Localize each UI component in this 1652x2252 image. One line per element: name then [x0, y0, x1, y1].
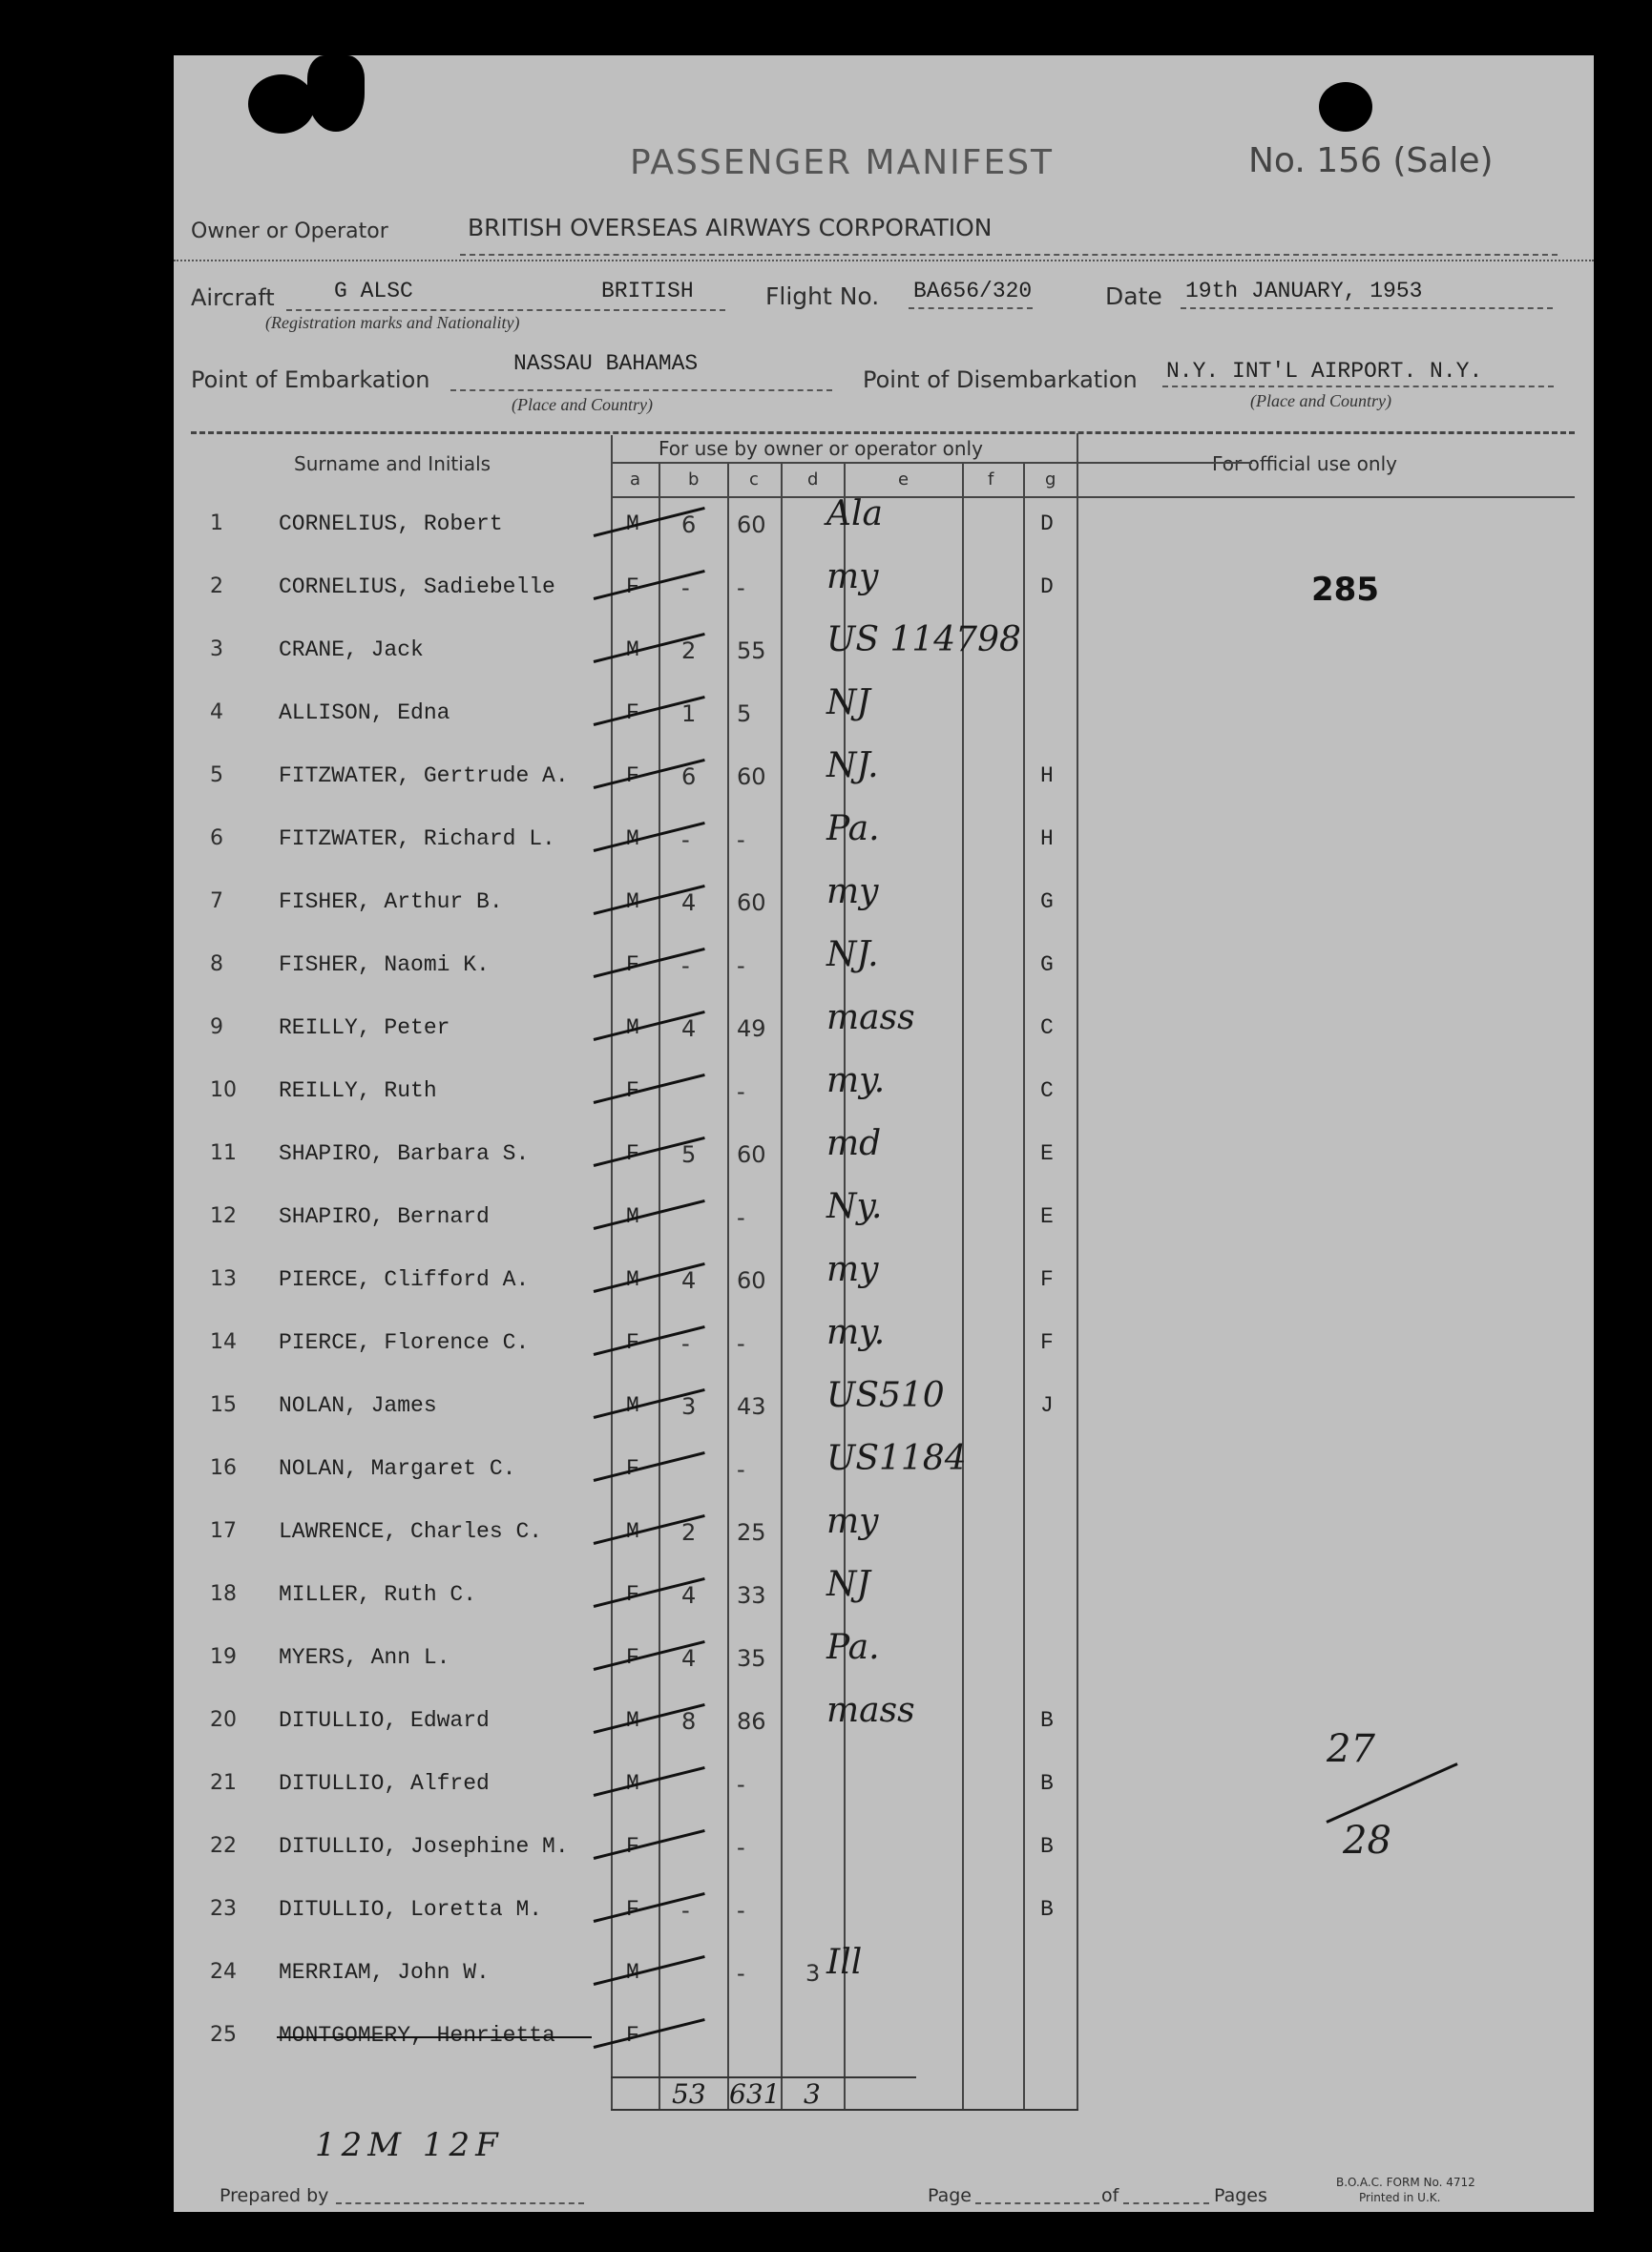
row-number: 11	[210, 1141, 237, 1165]
aircraft-nationality: BRITISH	[601, 279, 694, 303]
state-handwritten: my	[826, 1250, 879, 1289]
column-a-value: F	[626, 1582, 639, 1607]
column-letter-d: d	[807, 469, 819, 490]
row-number: 3	[210, 637, 223, 661]
column-g-value: G	[1040, 889, 1054, 914]
column-g-value: B	[1040, 1897, 1054, 1922]
column-c-value: -	[737, 1078, 745, 1105]
column-b-value: -	[681, 1897, 690, 1924]
passenger-row	[174, 746, 1594, 819]
aircraft-note: (Registration marks and Nationality)	[265, 313, 520, 332]
column-letter-c: c	[749, 469, 759, 490]
column-c-value: 60	[737, 1141, 766, 1168]
passenger-name: PIERCE, Florence C.	[279, 1330, 530, 1355]
column-c-value: -	[737, 1834, 745, 1861]
passenger-name: CORNELIUS, Robert	[279, 511, 503, 536]
state-handwritten: Ill	[826, 1943, 863, 1982]
state-handwritten: my.	[826, 1313, 886, 1352]
column-letter-b: b	[688, 469, 700, 490]
row-number: 1	[210, 511, 223, 535]
passenger-name: DITULLIO, Alfred	[279, 1771, 490, 1796]
column-a-value: F	[626, 700, 639, 725]
column-g-value: D	[1040, 511, 1054, 536]
passenger-name: SHAPIRO, Bernard	[279, 1204, 490, 1229]
state-handwritten: NJ.	[826, 935, 879, 974]
passenger-row	[174, 1691, 1594, 1763]
column-c-value: 60	[737, 763, 766, 790]
column-c-value: -	[737, 574, 745, 601]
column-b-value: 4	[681, 1015, 697, 1042]
column-g-value: C	[1040, 1078, 1054, 1103]
row-number: 20	[210, 1708, 237, 1732]
column-a-value: F	[626, 952, 639, 977]
column-g-value: E	[1040, 1141, 1054, 1166]
row-number: 21	[210, 1771, 237, 1795]
row-number: 17	[210, 1519, 237, 1543]
column-c-value: 33	[737, 1582, 766, 1609]
column-b-value: 5	[681, 1141, 697, 1168]
passenger-name: SHAPIRO, Barbara S.	[279, 1141, 530, 1166]
row-number: 15	[210, 1393, 237, 1417]
row-number: 9	[210, 1015, 223, 1039]
state-handwritten: my	[826, 1502, 879, 1541]
passenger-name: DITULLIO, Josephine M.	[279, 1834, 569, 1859]
column-c-value: -	[737, 1456, 745, 1483]
column-a-value: M	[626, 1204, 639, 1229]
official-use-header: For official use only	[1212, 452, 1397, 475]
column-b-value: 6	[681, 511, 697, 538]
column-a-value: M	[626, 889, 639, 914]
passenger-name: DITULLIO, Loretta M.	[279, 1897, 543, 1922]
row-number: 24	[210, 1960, 237, 1984]
column-g-value: B	[1040, 1708, 1054, 1733]
ink-blot	[307, 55, 365, 132]
column-c-value: 35	[737, 1645, 766, 1672]
column-b-value: -	[681, 1330, 690, 1357]
state-handwritten: US 114798	[826, 620, 1021, 659]
form-printed: Printed in U.K.	[1359, 2191, 1441, 2204]
column-a-value: M	[626, 1015, 639, 1040]
passenger-name: FISHER, Naomi K.	[279, 952, 490, 977]
passenger-name: NOLAN, James	[279, 1393, 437, 1418]
passenger-name: CRANE, Jack	[279, 637, 424, 662]
state-handwritten: md	[826, 1124, 882, 1163]
column-a-value: F	[626, 1897, 639, 1922]
row-number: 10	[210, 1078, 237, 1102]
stamp-number: 285	[1311, 571, 1379, 609]
column-g-value: B	[1040, 1834, 1054, 1859]
punch-hole-left	[248, 74, 315, 134]
passenger-name: FITZWATER, Richard L.	[279, 826, 555, 851]
passenger-row	[174, 1187, 1594, 1260]
passenger-row	[174, 683, 1594, 756]
strike-mark	[594, 1199, 705, 1230]
name-strike	[277, 2036, 592, 2038]
row-number: 7	[210, 889, 223, 913]
column-letter-f: f	[988, 469, 994, 490]
column-c-value: 5	[737, 700, 752, 727]
strike-mark	[594, 1074, 705, 1104]
column-a-value: F	[626, 1456, 639, 1481]
state-handwritten: my	[826, 557, 879, 596]
total-d: 3	[804, 2078, 821, 2110]
column-g-value: H	[1040, 763, 1054, 788]
row-number: 18	[210, 1582, 237, 1606]
strike-mark	[594, 1955, 705, 1986]
passenger-name: REILLY, Ruth	[279, 1078, 437, 1103]
embarkation-label: Point of Embarkation	[191, 366, 430, 393]
flight-label: Flight No.	[765, 282, 880, 310]
column-a-value: M	[626, 511, 639, 536]
punch-hole-right	[1319, 82, 1372, 132]
passenger-name: REILLY, Peter	[279, 1015, 450, 1040]
column-a-value: F	[626, 2023, 639, 2048]
flight-value: BA656/320	[913, 279, 1033, 303]
column-c-value: -	[737, 1204, 745, 1231]
passenger-row	[174, 872, 1594, 945]
column-a-value: M	[626, 1393, 639, 1418]
pages-label: Pages	[1214, 2185, 1267, 2206]
total-c: 631	[729, 2078, 781, 2110]
column-a-value: F	[626, 574, 639, 599]
fraction-bottom: 28	[1343, 1819, 1391, 1863]
state-handwritten: US510	[826, 1376, 945, 1415]
passenger-name: MONTGOMERY, Henrietta	[279, 2023, 555, 2048]
row-number: 4	[210, 700, 223, 724]
passenger-row	[174, 1439, 1594, 1512]
column-a-value: F	[626, 1834, 639, 1859]
manifest-title: PASSENGER MANIFEST	[630, 143, 1055, 182]
state-handwritten: NJ	[826, 1565, 870, 1604]
column-a-value: M	[626, 1960, 639, 1985]
fraction-top: 27	[1327, 1727, 1375, 1771]
passenger-row	[174, 1943, 1594, 2015]
prepared-by-label: Prepared by	[220, 2185, 329, 2206]
operator-columns-header: For use by owner or operator only	[659, 437, 983, 460]
passenger-name: FISHER, Arthur B.	[279, 889, 503, 914]
column-c-value: -	[737, 1897, 745, 1924]
strike-mark	[594, 2018, 705, 2049]
column-letter-g: g	[1045, 469, 1056, 490]
column-c-value: 60	[737, 889, 766, 916]
column-c-value: 86	[737, 1708, 766, 1735]
column-g-value: H	[1040, 826, 1054, 851]
manifest-page	[174, 55, 1594, 2212]
column-b-value: 2	[681, 637, 697, 664]
disembarkation-value: N.Y. INT'L AIRPORT. N.Y.	[1166, 359, 1483, 384]
state-handwritten: Pa.	[826, 809, 880, 848]
passenger-name: CORNELIUS, Sadiebelle	[279, 574, 555, 599]
column-g-value: B	[1040, 1771, 1054, 1796]
state-handwritten: my	[826, 872, 879, 911]
passenger-row	[174, 1763, 1594, 1826]
embarkation-note: (Place and Country)	[512, 395, 653, 414]
strike-mark	[594, 1829, 705, 1860]
column-a-value: F	[626, 1141, 639, 1166]
total-b: 53	[672, 2078, 706, 2110]
passenger-row	[174, 1124, 1594, 1197]
column-c-value: 60	[737, 511, 766, 538]
column-a-value: F	[626, 1645, 639, 1670]
disembarkation-note: (Place and Country)	[1250, 391, 1391, 410]
passenger-name: LAWRENCE, Charles C.	[279, 1519, 543, 1544]
column-letter-e: e	[898, 469, 910, 490]
column-g-value: E	[1040, 1204, 1054, 1229]
state-handwritten: Ny.	[826, 1187, 883, 1226]
strike-mark	[594, 1451, 705, 1482]
state-handwritten: US1184	[826, 1439, 967, 1478]
column-c-value: 25	[737, 1519, 766, 1546]
column-c-value: -	[737, 1771, 745, 1798]
aircraft-label: Aircraft	[191, 284, 275, 311]
state-handwritten: NJ.	[826, 746, 879, 785]
bottom-tally: 12M 12F	[315, 2126, 504, 2164]
column-a-value: F	[626, 1078, 639, 1103]
row-number: 5	[210, 763, 223, 787]
column-g-value: J	[1040, 1393, 1054, 1418]
column-g-value: C	[1040, 1015, 1054, 1040]
column-b-value: 3	[681, 1393, 697, 1420]
row-number: 19	[210, 1645, 237, 1669]
passenger-row	[174, 1889, 1594, 1952]
column-a-value: M	[626, 826, 639, 851]
column-b-value: -	[681, 574, 690, 601]
column-a-value: M	[626, 1708, 639, 1733]
row-number: 8	[210, 952, 223, 976]
state-handwritten: Pa.	[826, 1628, 880, 1667]
column-c-value: 49	[737, 1015, 766, 1042]
column-a-value: F	[626, 763, 639, 788]
column-a-value: M	[626, 1771, 639, 1796]
column-c-value: 55	[737, 637, 766, 664]
column-b-value: -	[681, 826, 690, 853]
state-handwritten: mass	[826, 998, 915, 1037]
of-label: of	[1101, 2185, 1119, 2206]
passenger-name: FITZWATER, Gertrude A.	[279, 763, 569, 788]
column-a-value: M	[626, 637, 639, 662]
column-b-value: 6	[681, 763, 697, 790]
owner-value: BRITISH OVERSEAS AIRWAYS CORPORATION	[468, 214, 993, 241]
passenger-name: NOLAN, Margaret C.	[279, 1456, 516, 1481]
date-value: 19th JANUARY, 1953	[1185, 279, 1423, 303]
row-number: 22	[210, 1834, 237, 1858]
column-b-value: -	[681, 952, 690, 979]
passenger-row	[174, 494, 1594, 567]
column-g-value: G	[1040, 952, 1054, 977]
row-number: 12	[210, 1204, 237, 1228]
column-a-value: F	[626, 1330, 639, 1355]
column-c-value: -	[737, 1330, 745, 1357]
embarkation-value: NASSAU BAHAMAS	[513, 351, 699, 376]
form-number: B.O.A.C. FORM No. 4712	[1336, 2176, 1475, 2189]
passenger-name: ALLISON, Edna	[279, 700, 450, 725]
passenger-name: DITULLIO, Edward	[279, 1708, 490, 1733]
passenger-row	[174, 1061, 1594, 1134]
column-c-value: -	[737, 952, 745, 979]
column-a-value: M	[626, 1267, 639, 1292]
column-b-value: 4	[681, 1645, 697, 1672]
column-b-value: 2	[681, 1519, 697, 1546]
column-b-value: 4	[681, 1267, 697, 1294]
date-label: Date	[1105, 282, 1162, 310]
passenger-name: MERRIAM, John W.	[279, 1960, 490, 1985]
column-c-value: -	[737, 826, 745, 853]
row-number: 6	[210, 826, 223, 850]
aircraft-registration: G ALSC	[334, 279, 413, 303]
column-b-value: 4	[681, 1582, 697, 1609]
column-b-value: 1	[681, 700, 697, 727]
column-g-value: F	[1040, 1330, 1054, 1355]
row-number: 2	[210, 574, 223, 598]
row-number: 23	[210, 1897, 237, 1921]
row-number: 25	[210, 2023, 237, 2047]
state-handwritten: NJ	[826, 683, 870, 722]
column-c-value: -	[737, 1960, 745, 1987]
column-g-value: F	[1040, 1267, 1054, 1292]
row-number: 16	[210, 1456, 237, 1480]
state-handwritten: mass	[826, 1691, 915, 1730]
state-handwritten: my.	[826, 1061, 886, 1100]
page-label: Page	[928, 2185, 972, 2206]
passenger-name: MILLER, Ruth C.	[279, 1582, 477, 1607]
passenger-name: PIERCE, Clifford A.	[279, 1267, 530, 1292]
column-c-value: 43	[737, 1393, 766, 1420]
owner-label: Owner or Operator	[191, 219, 388, 243]
column-d-value: 3	[805, 1960, 821, 1987]
passenger-row	[174, 1565, 1594, 1637]
column-letter-a: a	[630, 469, 641, 490]
passenger-row	[174, 620, 1594, 693]
column-a-value: M	[626, 1519, 639, 1544]
column-b-value: 4	[681, 889, 697, 916]
row-number: 14	[210, 1330, 237, 1354]
column-b-value: 8	[681, 1708, 697, 1735]
passenger-row	[174, 809, 1594, 882]
column-g-value: D	[1040, 574, 1054, 599]
passenger-row	[174, 1502, 1594, 1574]
strike-mark	[594, 1766, 705, 1797]
name-column-header: Surname and Initials	[294, 452, 491, 475]
passenger-row	[174, 2015, 1594, 2078]
passenger-name: MYERS, Ann L.	[279, 1645, 450, 1670]
state-handwritten: Ala	[826, 494, 883, 533]
disembarkation-label: Point of Disembarkation	[863, 366, 1138, 393]
row-number: 13	[210, 1267, 237, 1291]
manifest-number: No. 156 (Sale)	[1248, 141, 1494, 180]
column-c-value: 60	[737, 1267, 766, 1294]
